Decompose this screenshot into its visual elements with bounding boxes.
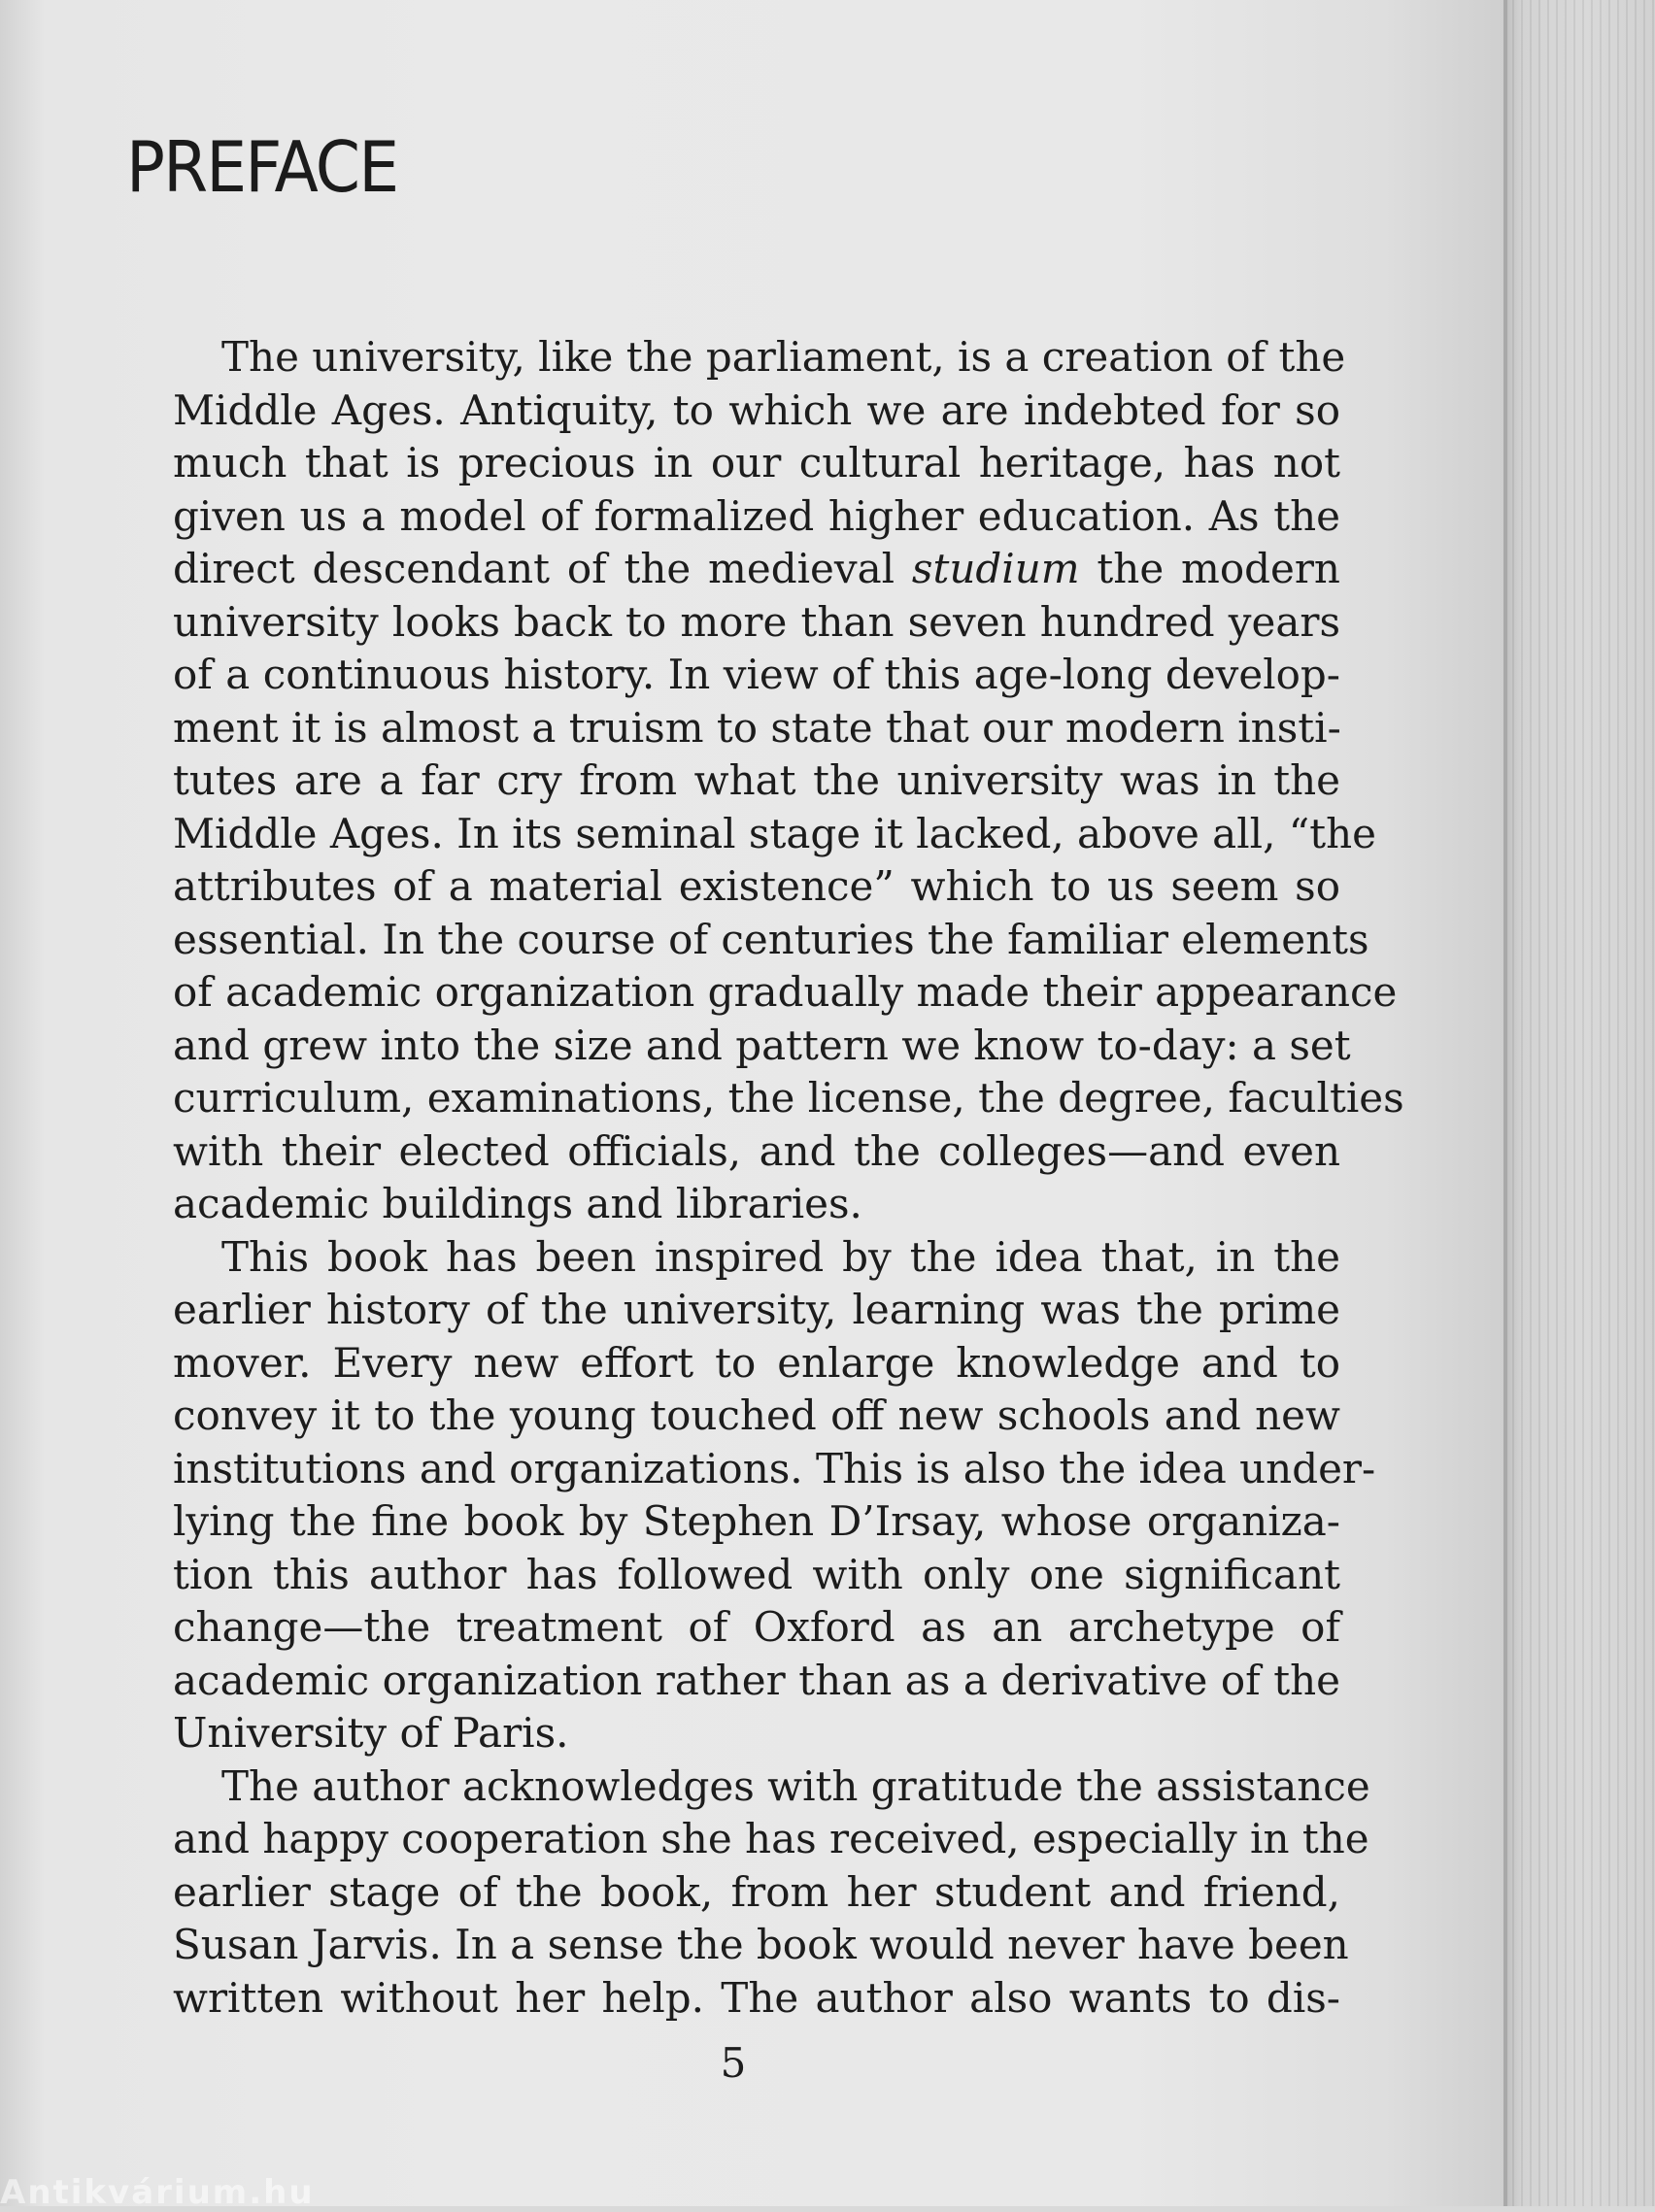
text-line-with-italic (126, 543, 1340, 596)
text-line: change—the treatment of Oxford as an archetype of (173, 1603, 1340, 1651)
text-line: curriculum, examinations, the license, the degree, faculties (173, 1074, 1404, 1122)
italic-term: studium (911, 545, 1080, 592)
text-line: mover. Every new effort to enlarge knowledge and to (173, 1338, 1340, 1387)
paragraph-2 (126, 1231, 1376, 1760)
text-line: ment it is almost a truism to state that our modern insti- (173, 703, 1341, 752)
text-line: convey it to the young touched off new schools and new (173, 1391, 1340, 1439)
text-line: and happy cooperation she has received, especially in the (173, 1815, 1369, 1862)
paragraph-3 (126, 1760, 1370, 2026)
text-line: given us a model of formalized higher education. As the (173, 491, 1340, 540)
watermark-text: Antikvárium.hu (0, 2173, 315, 2212)
text-line: University of Paris. (173, 1709, 569, 1757)
text-line: of academic organization gradually made their appearance (173, 968, 1398, 1016)
text-line: and grew into the size and pattern we know to-day: a set (173, 1021, 1351, 1069)
page-number: 5 (720, 2039, 747, 2087)
text-line: tion this author has followed with only one significant (173, 1550, 1340, 1598)
text-line: Susan Jarvis. In a sense the book would never have been (173, 1921, 1349, 1968)
text-line: tutes are a far cry from what the university was in the (173, 756, 1340, 804)
text-line: academic organization rather than as a derivative of the (173, 1656, 1340, 1704)
text-line: institutions and organizations. This is also the idea under- (173, 1444, 1376, 1492)
text-line: earlier stage of the book, from her student and friend, (173, 1867, 1340, 1916)
text-line: essential. In the course of centuries the familiar elements (173, 915, 1369, 963)
text-line: university looks back to more than seven hundred years (173, 597, 1340, 646)
text-line: academic buildings and libraries. (173, 1180, 862, 1227)
page-edge (1503, 0, 1507, 2206)
text-line: The author acknowledges with gratitude the assistance (221, 1761, 1370, 1810)
paragraph-1 (126, 331, 1404, 1231)
preface-text (126, 331, 1404, 2025)
text-line: written without her help. The author also wants to dis- (173, 1973, 1340, 2022)
text-line: of a continuous history. In view of this age-long develop- (173, 651, 1340, 698)
text-line: earlier history of the university, learning was the prime (173, 1286, 1340, 1333)
text-line: Middle Ages. Antiquity, to which we are indebted for so (173, 385, 1340, 434)
text-line: with their elected officials, and the colleges—and even (173, 1126, 1340, 1175)
text-line: lying the fine book by Stephen D’Irsay, whose organiza- (173, 1497, 1340, 1545)
text-line: much that is precious in our cultural heritage, has not (173, 439, 1340, 486)
text-segment: direct descendant of the medieval (173, 545, 895, 592)
text-line: attributes of a material existence” which to us seem so (173, 862, 1340, 910)
book-gutter (1503, 0, 1655, 2206)
text-line: This book has been inspired by the idea that, in the (221, 1232, 1340, 1281)
text-line: Middle Ages. In its seminal stage it lacked, above all, “the (173, 809, 1377, 857)
text-segment: the modern (1097, 545, 1340, 592)
text-line: The university, like the parliament, is a creation of the (221, 333, 1346, 381)
page-title: PREFACE (126, 126, 398, 208)
